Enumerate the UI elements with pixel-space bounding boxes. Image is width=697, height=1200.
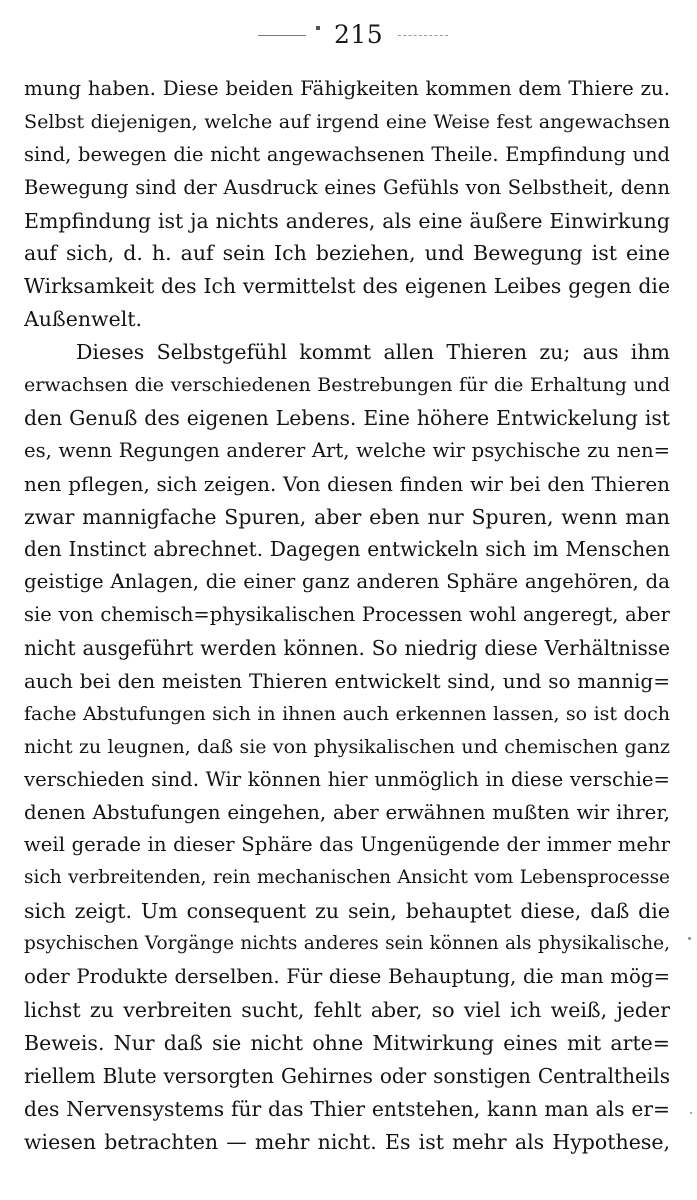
- paper-speck: [688, 937, 691, 940]
- text-line: erwachsen die verschiedenen Bestrebungen für die Erhaltung und: [24, 374, 670, 397]
- text-line: sie von chemisch=physikalischen Processen wohl angeregt, aber: [24, 603, 670, 627]
- text-line: lichst zu verbreiten sucht, fehlt aber, so viel ich weiß, jeder: [24, 997, 670, 1022]
- text-line: Selbst diejenigen, welche auf irgend eine Weise fest angewachsen: [24, 109, 670, 133]
- header-ornament-dot: [316, 26, 320, 30]
- text-line: sind, bewegen die nicht angewachsenen Theile. Empfindung und: [24, 142, 670, 166]
- text-line: nen pflegen, sich zeigen. Von diesen finden wir bei den Thieren: [24, 471, 670, 496]
- text-line: psychischen Vorgänge nichts anderes sein können als physikalische,: [24, 933, 670, 955]
- text-line: nicht ausgeführt werden können. So niedrig diese Verhältnisse: [24, 636, 670, 661]
- page-header: [0, 18, 697, 52]
- text-line: auch bei den meisten Thieren entwickelt sind, und so mannig=: [24, 669, 670, 694]
- text-line: Wirksamkeit des Ich vermittelst des eigenen Leibes gegen die: [24, 274, 670, 299]
- text-line: Außenwelt.: [24, 307, 143, 332]
- text-line: sich verbreitenden, rein mechanischen Ansicht vom Lebensprocesse: [24, 867, 670, 889]
- paragraph-1: [24, 73, 670, 336]
- text-line: es, wenn Regungen anderer Art, welche wir psychische zu nen=: [24, 438, 670, 462]
- text-line: weil gerade in dieser Sphäre das Ungenügende der immer mehr: [24, 833, 670, 857]
- text-line: zwar mannigfache Spuren, aber eben nur Spuren, wenn man: [24, 504, 670, 529]
- header-rule-left: [258, 35, 306, 36]
- body-text: [24, 73, 670, 1158]
- text-line: oder Produkte derselben. Für diese Behauptung, die man mög=: [24, 965, 670, 989]
- text-line: sich zeigt. Um consequent zu sein, behauptet diese, daß die: [24, 899, 670, 924]
- text-line: Bewegung sind der Ausdruck eines Gefühls von Selbstheit, denn: [24, 175, 670, 199]
- text-line: wiesen betrachten — mehr nicht. Es ist mehr als Hypothese,: [24, 1129, 670, 1154]
- header-rule-right: [398, 35, 448, 36]
- page-number: 215: [334, 20, 384, 49]
- text-line: denen Abstufungen eingehen, aber erwähnen mußten wir ihrer,: [24, 800, 670, 824]
- text-line: Empfindung ist ja nichts anderes, als eine äußere Einwirkung: [24, 208, 670, 233]
- text-line: auf sich, d. h. auf sein Ich beziehen, und Bewegung ist eine: [24, 241, 670, 266]
- paragraph-2: [24, 336, 670, 1158]
- text-line: mung haben. Diese beiden Fähigkeiten kommen dem Thiere zu.: [24, 77, 670, 100]
- text-line: riellem Blute versorgten Gehirnes oder sonstigen Centraltheils: [24, 1063, 670, 1088]
- text-line: Dieses Selbstgefühl kommt allen Thieren zu; aus ihm: [76, 340, 670, 365]
- text-line: nicht zu leugnen, daß sie von physikalischen und chemischen ganz: [24, 735, 670, 758]
- text-line: den Genuß des eigenen Lebens. Eine höhere Entwickelung ist: [24, 405, 670, 430]
- paper-speck: [690, 1112, 692, 1114]
- text-line: Beweis. Nur daß sie nicht ohne Mitwirkung eines mit arte=: [24, 1030, 670, 1055]
- text-line: fache Abstufungen sich in ihnen auch erkennen lassen, so ist doch: [24, 702, 670, 725]
- text-line: des Nervensystems für das Thier entstehen, kann man als er=: [24, 1096, 670, 1121]
- text-line: geistige Anlagen, die einer ganz anderen Sphäre angehören, da: [24, 570, 670, 594]
- text-line: den Instinct abrechnet. Dagegen entwickeln sich im Menschen: [24, 537, 670, 562]
- text-line: verschieden sind. Wir können hier unmöglich in diese verschie=: [24, 767, 670, 791]
